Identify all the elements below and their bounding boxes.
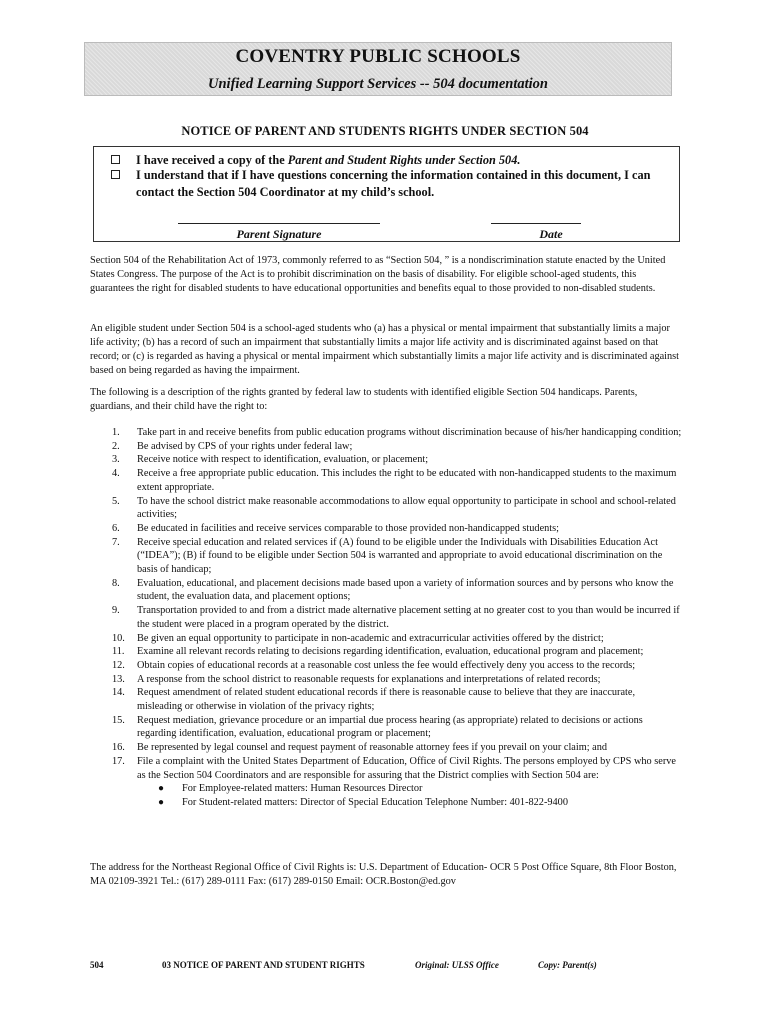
footer-code: 504 [90, 960, 104, 970]
rights-list-item [90, 714, 682, 741]
acknowledgement-text-understand: I understand that if I have questions concerning the information contained in this document, I can contact the Section 504 Coordinator at my child’s school. [136, 168, 651, 199]
rights-item-text: A response from the school district to reasonable requests for explanations and interpretations of related records; [137, 673, 601, 685]
coordinator-contact-item [90, 782, 682, 796]
rights-item-number: 10. [112, 632, 125, 644]
rights-item-text: Examine all relevant records relating to decisions regarding identification, evaluation, educational program and placement; [137, 646, 644, 658]
rights-item-number: 16. [112, 742, 125, 754]
department-subtitle: Unified Learning Support Services -- 504 documentation [208, 76, 548, 92]
rights-item-number: 5. [112, 495, 120, 507]
ocr-address: The address for the Northeast Regional Office of Civil Rights is: U.S. Department of Education- OCR 5 Post Office Square, 8th Floor Boston, MA 02109-3921 Tel.: (617) 289-0111 Fax: (617) 289-0150 Email: OCR.Boston@ed.gov [90, 862, 677, 887]
rights-item-number: 8. [112, 577, 120, 589]
rights-item-text: Receive notice with respect to identification, evaluation, or placement; [137, 454, 429, 466]
rights-list-item [90, 645, 682, 659]
rights-item-number: 14. [112, 687, 125, 699]
document-header [84, 42, 672, 96]
rights-list-item [90, 536, 682, 577]
coordinator-contact-text: For Student-related matters: Director of Special Education Telephone Number: 401-822-9400 [182, 796, 568, 808]
rights-item-number: 7. [112, 536, 120, 548]
rights-list-item [90, 495, 682, 522]
rights-item-text: Evaluation, educational, and placement decisions made based upon a variety of information sources and by persons who know the student, the evaluation data, and placement options; [137, 577, 674, 603]
rights-list-item [90, 604, 682, 631]
footer-original: Original: ULSS Office [415, 960, 499, 970]
date-line[interactable] [491, 223, 581, 224]
bullet-icon: ● [158, 796, 165, 808]
rights-item-number: 17. [112, 755, 125, 767]
rights-item-text: To have the school district make reasonable accommodations to allow equal opportunity to participate in school and school-related activities; [137, 495, 676, 521]
footer-copy: Copy: Parent(s) [538, 960, 597, 970]
rights-item-text: Transportation provided to and from a district made alternative placement setting at no greater cost to you than would be incurred if the student were placed in a program operated by the district. [137, 605, 680, 630]
rights-item-text: Take part in and receive benefits from public education programs without discrimination because of his/her handicapping condition; [137, 427, 682, 438]
rights-item-number: 3. [112, 454, 120, 466]
rights-list-item [90, 522, 682, 536]
intro-paragraph: Section 504 of the Rehabilitation Act of 1973, commonly referred to as “Section 504, ” is a nondiscrimination statute enacted by the United States Congress. The purpose of the Act is to prohibit discrimination on the basis of disability. For eligible school-aged students, this guarantees the right for disabled students to have educational opportunities and benefits equal to those provided to non-disabled students. [90, 255, 666, 294]
rights-item-number: 15. [112, 714, 125, 726]
rights-item-number: 9. [112, 605, 120, 617]
date-label: Date [539, 227, 563, 241]
parent-signature-line[interactable] [178, 223, 380, 224]
rights-item-text: Be advised by CPS of your rights under federal law; [137, 440, 353, 452]
rights-item-text: File a complaint with the United States Department of Education, Office of Civil Rights. The persons employed by CPS who serve as the Section 504 Coordinators and are responsible for assuring that the District complies with Section 504 are: [137, 755, 676, 781]
rights-item-number: 2. [112, 440, 120, 452]
acknowledgement-box [93, 146, 680, 242]
bullet-icon: ● [158, 783, 165, 795]
coordinator-contact-item [90, 796, 682, 810]
received-prefix: I have received a copy of the [136, 153, 288, 167]
rights-list-item [90, 577, 682, 604]
rights-list-item [90, 673, 682, 687]
rights-list-item [90, 467, 682, 494]
notice-title: NOTICE OF PARENT AND STUDENTS RIGHTS UNDER SECTION 504 [181, 124, 589, 138]
rights-list-item [90, 741, 682, 755]
rights-item-text: Request mediation, grievance procedure or an impartial due process hearing (as appropriate) related to decisions or actions regarding identification, evaluation, educational program or placement; [137, 714, 643, 740]
rights-item-number: 1. [112, 427, 120, 438]
rights-item-text: Be represented by legal counsel and request payment of reasonable attorney fees if you prevail on your claim; and [137, 742, 608, 754]
rights-intro-paragraph: The following is a description of the rights granted by federal law to students with identified eligible Section 504 handicaps. Parents, guardians, and their child have the right to: [90, 387, 638, 412]
rights-item-text: Receive a free appropriate public education. This includes the right to be educated with non-handicapped students to the maximum extent appropriate. [137, 468, 677, 493]
rights-item-number: 12. [112, 659, 125, 671]
checkbox-received[interactable] [111, 155, 120, 164]
rights-item-number: 4. [112, 468, 120, 480]
eligibility-paragraph: An eligible student under Section 504 is a school-aged students who (a) has a physical or mental impairment that substantially limits a major life activity; (b) has a record of such an impairment that substantially limits a major life activity and is discriminated against based on that record; or (c) is regarded as having a physical or mental impairment which substantially limits a major life activity and is discriminated against based on being regarded as having the impairment. [90, 323, 680, 376]
coordinator-contact-text: For Employee-related matters: Human Resources Director [182, 783, 423, 795]
rights-list-item [90, 632, 682, 646]
school-name: COVENTRY PUBLIC SCHOOLS [235, 46, 521, 67]
rights-item-text: Be educated in facilities and receive services comparable to those provided non-handicapped students; [137, 522, 560, 534]
coordinator-contacts [90, 782, 682, 809]
parent-signature-label: Parent Signature [236, 227, 322, 241]
rights-list-item [90, 755, 682, 782]
rights-list-item [90, 453, 682, 467]
rights-list-item [90, 440, 682, 454]
checkbox-understand[interactable] [111, 170, 120, 179]
rights-item-text: Receive special education and related services if (A) found to be eligible under the Individuals with Disabilities Education Act (“IDEA”); (B) if found to be eligible under Section 504 is warranted and appropriate to avoid educational discrimination on the basis of handicap; [137, 536, 663, 576]
rights-item-text: Be given an equal opportunity to participate in non-academic and extracurricular activities offered by the district; [137, 632, 604, 644]
rights-item-text: Request amendment of related student educational records if there is reasonable cause to believe that they are inaccurate, misleading or otherwise in violation of the privacy rights; [137, 687, 636, 713]
rights-list-item [90, 426, 682, 440]
rights-item-number: 13. [112, 673, 125, 685]
rights-list-item [90, 659, 682, 673]
rights-item-text: Obtain copies of educational records at a reasonable cost unless the fee would effectively deny you access to the records; [137, 659, 636, 671]
footer-form-title: 03 NOTICE OF PARENT AND STUDENT RIGHTS [162, 960, 365, 970]
rights-list [90, 426, 682, 810]
rights-item-number: 6. [112, 522, 120, 534]
rights-list-item [90, 686, 682, 713]
received-document-title: Parent and Student Rights under Section 504. [287, 153, 521, 167]
rights-item-number: 11. [112, 646, 125, 658]
